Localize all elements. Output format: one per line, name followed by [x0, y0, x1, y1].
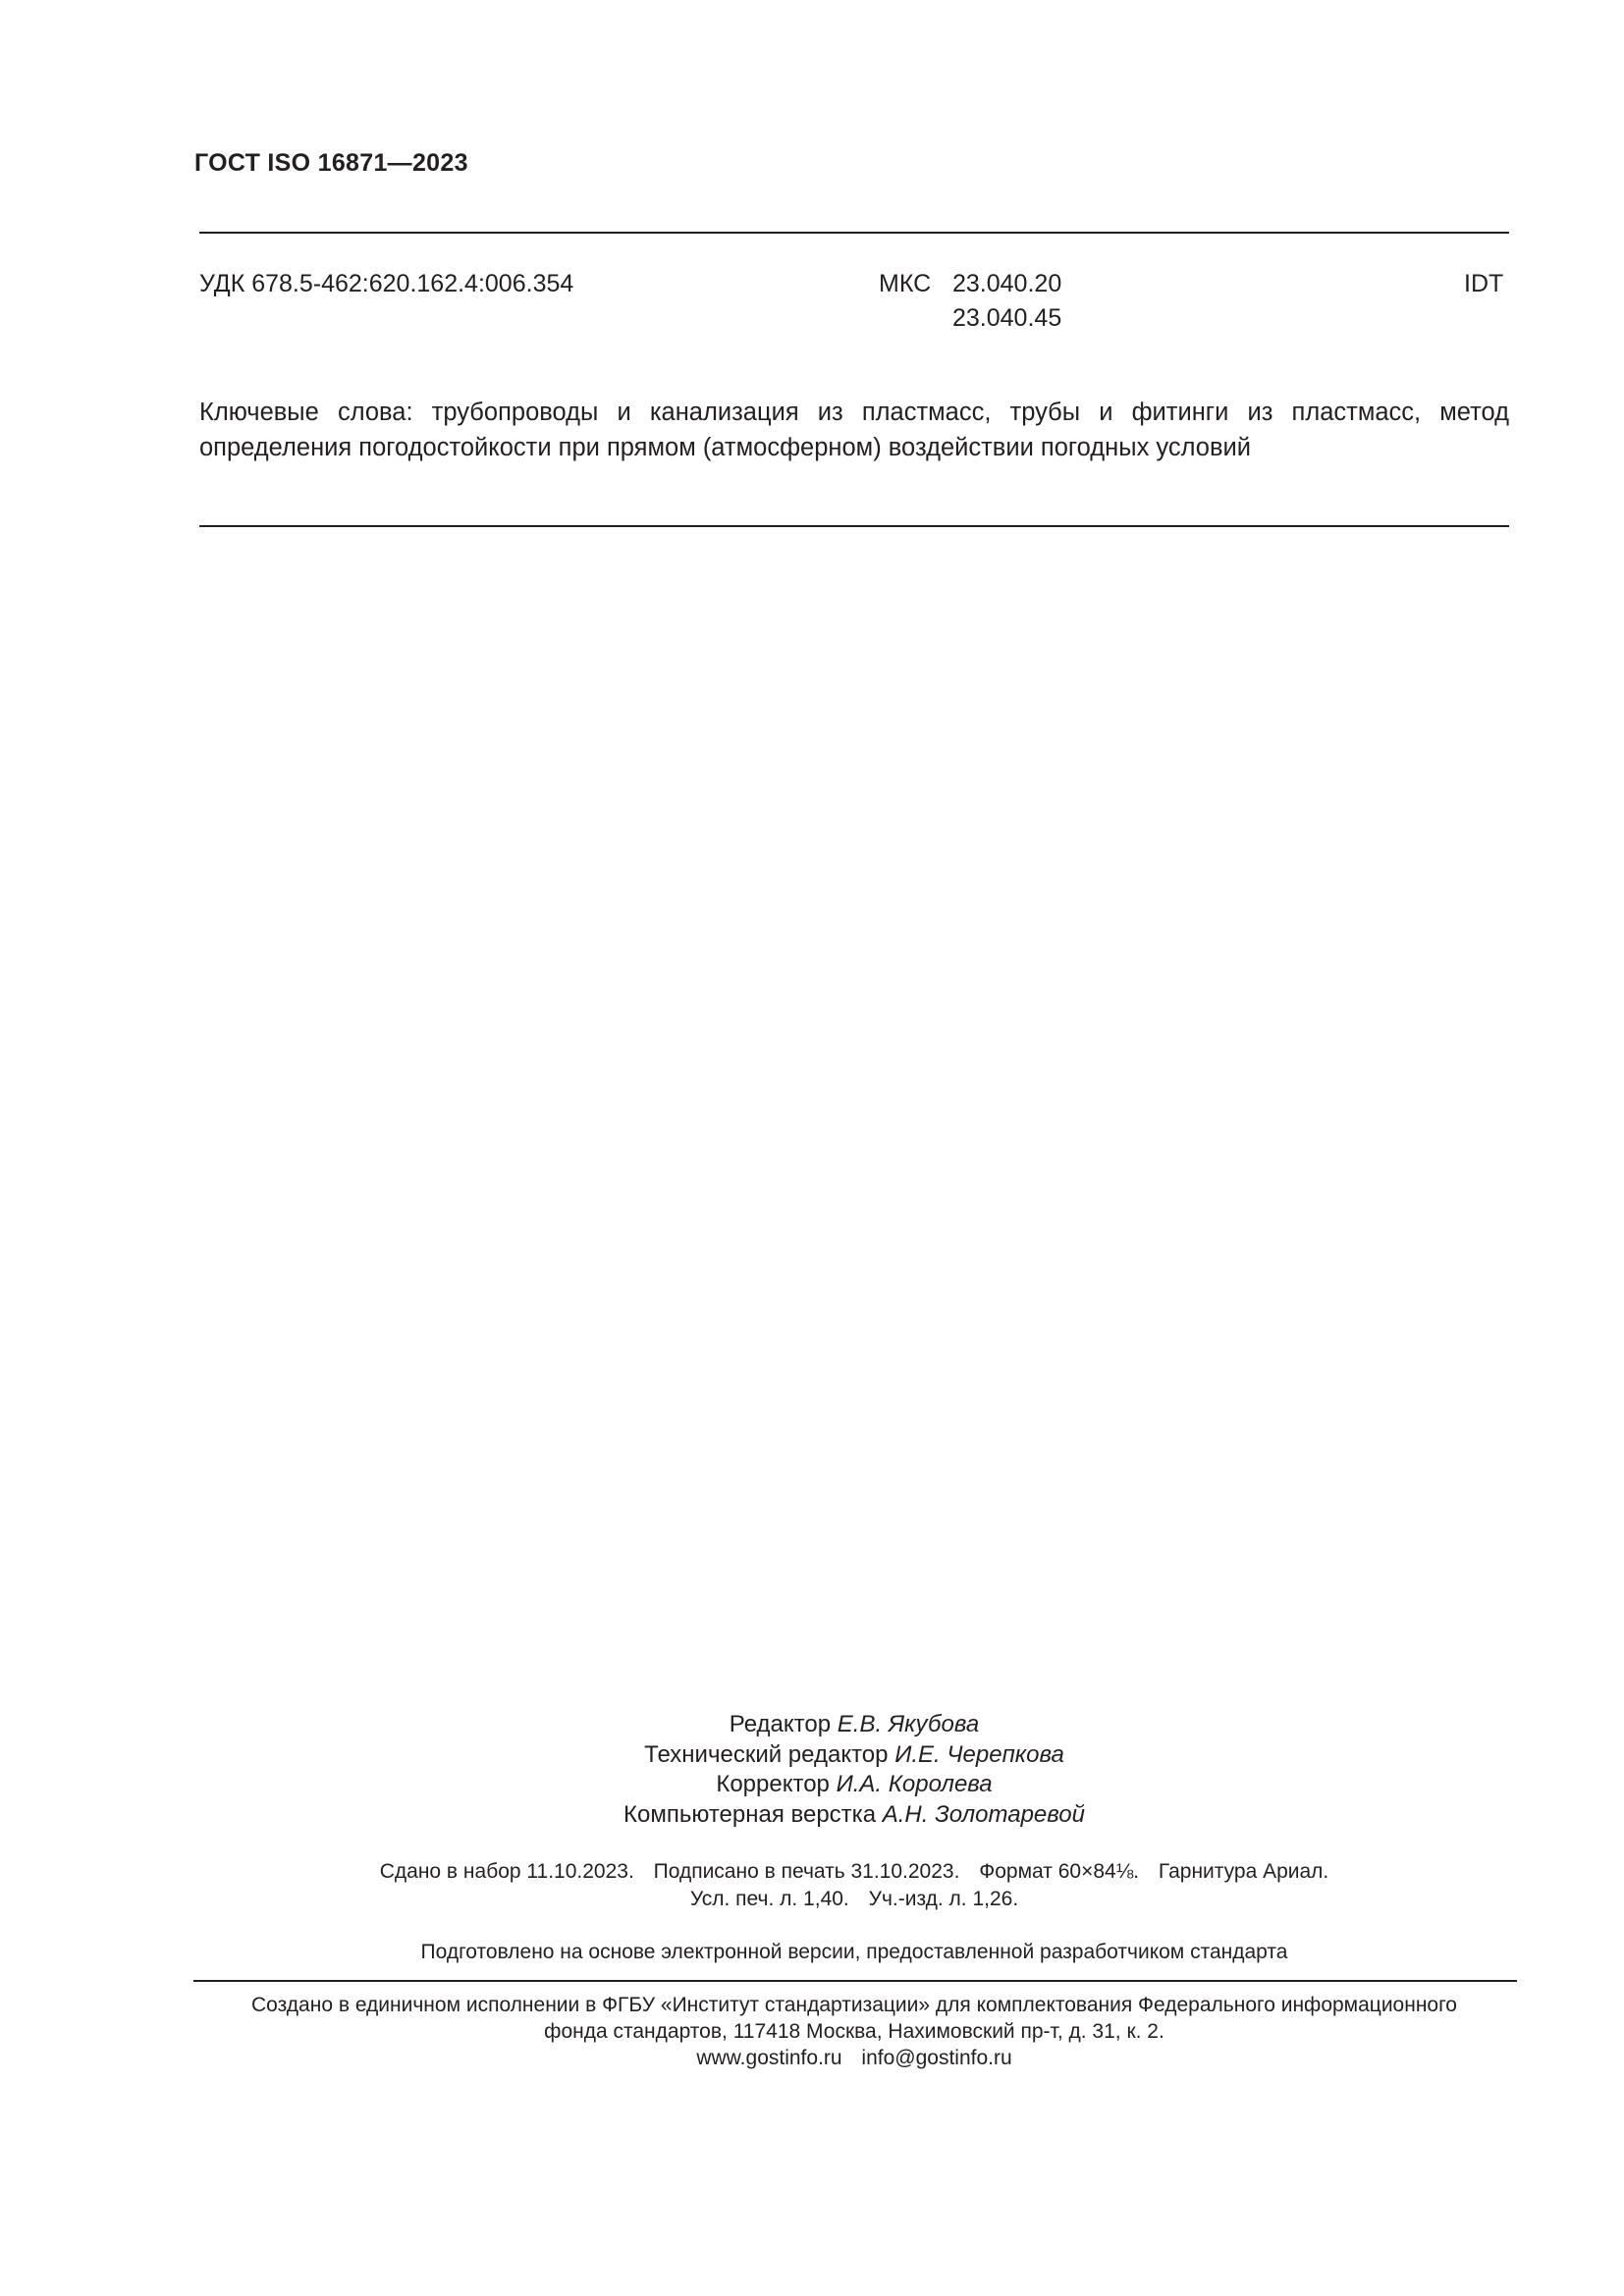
idt-mark: IDT — [1464, 270, 1504, 297]
typeset-date: Сдано в набор 11.10.2023. — [379, 1860, 634, 1883]
printed-sheets: Усл. печ. л. 1,40. — [689, 1888, 849, 1910]
staff-name: И.А. Королева — [836, 1771, 993, 1797]
publisher-line: Создано в единичном исполнении в ФГБУ «Институт стандартизации» для комплектования Федерального информационного — [251, 1994, 1457, 2016]
staff-role: Корректор — [716, 1771, 830, 1797]
staff-name: И.Е. Черепкова — [894, 1740, 1064, 1768]
print-info — [0, 1858, 1624, 1913]
keywords-line: Ключевые слова: трубопроводы и канализация из пластмасс, трубы и фитинги из пластмасс, метод — [199, 399, 1509, 426]
print-info-line — [0, 1858, 1624, 1886]
staff-role: Редактор — [729, 1711, 832, 1737]
publisher-info — [0, 1992, 1624, 2071]
publisher-contacts — [0, 2045, 1624, 2071]
keywords-divider — [199, 525, 1509, 527]
mks-code: 23.040.45 — [952, 304, 1062, 332]
staff-line — [0, 1710, 1624, 1740]
keywords — [199, 395, 1509, 465]
typeface: Гарнитура Ариал. — [1158, 1860, 1329, 1883]
website-link[interactable]: www.gostinfo.ru — [696, 2047, 842, 2069]
edition-sheets: Уч.-изд. л. 1,26. — [868, 1888, 1019, 1910]
print-format: Формат 60×84⅛. — [979, 1860, 1140, 1883]
mks-codes — [952, 267, 1061, 336]
udk-code: УДК 678.5-462:620.162.4:006.354 — [199, 270, 574, 297]
staff-line — [0, 1770, 1624, 1800]
staff-name: Е.В. Якубова — [837, 1711, 980, 1737]
bottom-divider — [193, 1980, 1517, 1982]
staff-line — [0, 1740, 1624, 1771]
top-divider — [199, 232, 1509, 234]
prepared-note: Подготовлено на основе электронной версии, предоставленной разработчиком стандарта — [420, 1941, 1288, 1963]
mks-code: 23.040.20 — [952, 270, 1062, 297]
document-code: ГОСТ ISO 16871—2023 — [194, 149, 468, 177]
print-info-line — [0, 1886, 1624, 1913]
mks-label: МКС — [879, 270, 932, 297]
staff-credits — [0, 1710, 1624, 1830]
publisher-line: фонда стандартов, 117418 Москва, Нахимовский пр-т, д. 31, к. 2. — [544, 2020, 1164, 2043]
staff-line — [0, 1800, 1624, 1831]
email-link[interactable]: info@gostinfo.ru — [861, 2047, 1012, 2069]
keywords-line: определения погодостойкости при прямом (атмосферном) воздействии погодных условий — [199, 434, 1251, 461]
staff-role: Технический редактор — [644, 1740, 889, 1768]
signed-date: Подписано в печать 31.10.2023. — [653, 1860, 960, 1883]
staff-role: Компьютерная верстка — [623, 1800, 877, 1828]
staff-name: А.Н. Золотаревой — [882, 1800, 1085, 1828]
